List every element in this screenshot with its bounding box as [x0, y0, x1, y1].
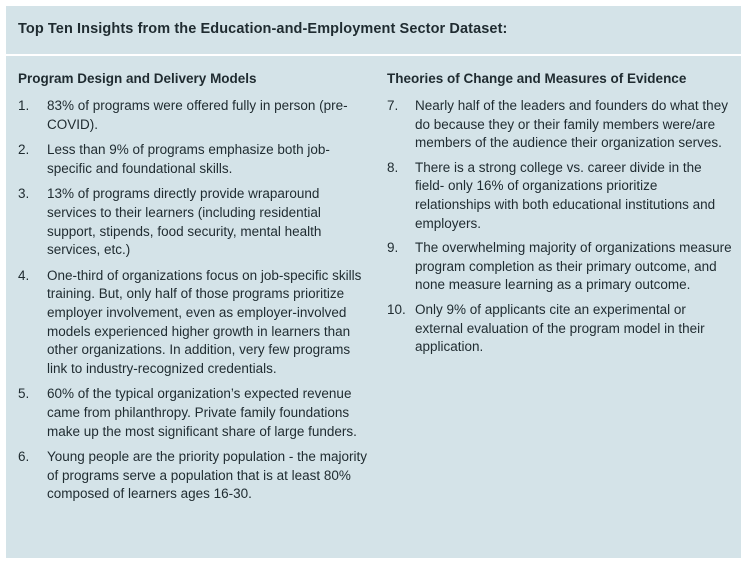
item-text: 13% of programs directly provide wraparound services to their learners (including residential support, stipends, food security, mental health services, etc.) [47, 186, 322, 258]
item-number: 7. [387, 98, 399, 113]
left-column [18, 70, 368, 511]
list-item [387, 239, 732, 295]
panel-title: Top Ten Insights from the Education-and-Employment Sector Dataset: [18, 21, 508, 37]
item-text: There is a strong college vs. career divide in the field- only 16% of organizations prioritize relationships with both educational institutions and employers. [415, 159, 716, 231]
list-item [18, 385, 368, 441]
item-number: 6. [18, 449, 30, 465]
list-item [18, 185, 368, 259]
item-number: 5. [18, 386, 30, 402]
insights-panel [6, 6, 741, 558]
item-text: Only 9% of applicants cite an experimental or external evaluation of the program model in their application. [415, 301, 705, 355]
title-divider [6, 54, 741, 56]
right-column [387, 70, 732, 363]
list-item [18, 141, 368, 178]
item-text: Young people are the priority population - the majority of programs serve a population that is at least 80% composed of learners ages 16-30. [47, 449, 367, 502]
list-item [18, 267, 368, 379]
item-text: Nearly half of the leaders and founders do what they do because they or their family members were/are members of the audience their organization serves. [415, 98, 728, 151]
left-column-heading: Program Design and Delivery Models [18, 71, 257, 86]
item-number: 3. [18, 186, 30, 202]
list-item [387, 301, 732, 357]
list-item [387, 97, 732, 153]
right-column-heading: Theories of Change and Measures of Evidence [387, 71, 687, 86]
list-item [387, 159, 732, 233]
item-number: 8. [387, 159, 399, 175]
item-text: One-third of organizations focus on job-specific skills training. But, only half of those programs prioritize employer involvement, even as employer-involved models experienced higher growth in learners than other organizations. In addition, very few programs link to industry-recognized credentials. [47, 267, 362, 376]
left-insights-list [18, 97, 368, 504]
item-text: Less than 9% of programs emphasize both job-specific and foundational skills. [47, 142, 330, 176]
item-text: The overwhelming majority of organizations measure program completion as their primary outcome, and none measure learning as a primary outcome. [415, 240, 732, 293]
right-insights-list [387, 97, 732, 357]
list-item [18, 448, 368, 504]
item-number: 10. [387, 301, 406, 317]
list-item [18, 97, 368, 134]
item-number: 9. [387, 240, 399, 256]
item-text: 83% of programs were offered fully in person (pre-COVID). [47, 98, 348, 132]
item-number: 2. [18, 142, 30, 158]
item-text: 60% of the typical organization’s expected revenue came from philanthropy. Private family foundations make up the most significant share of large funders. [47, 386, 357, 439]
item-number: 4. [18, 267, 30, 283]
item-number: 1. [18, 98, 30, 113]
